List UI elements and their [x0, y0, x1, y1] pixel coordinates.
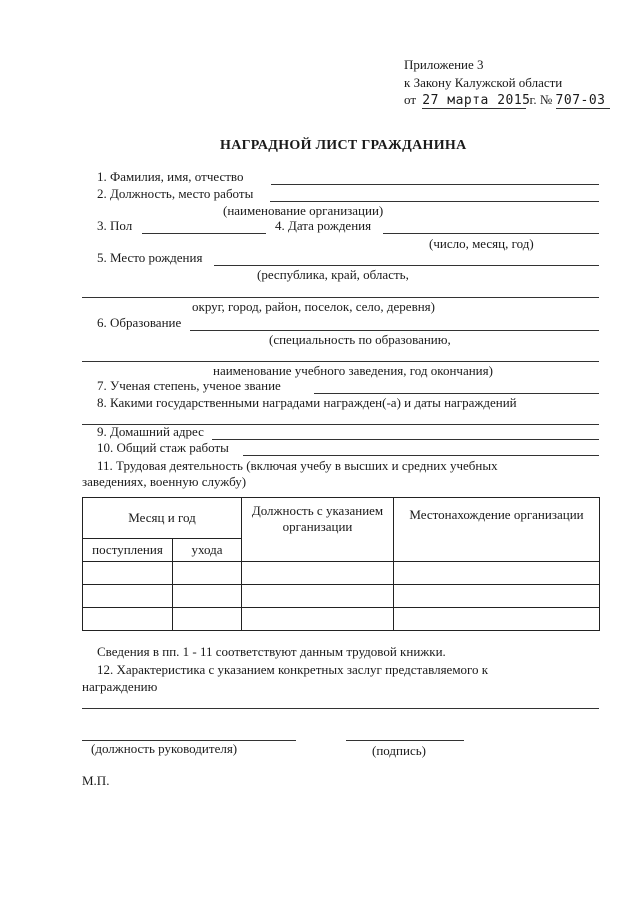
field-6-line-2[interactable]: [82, 361, 599, 362]
field-3-line[interactable]: [142, 233, 266, 234]
field-2-label: 2. Должность, место работы: [97, 186, 254, 201]
field-7-label: 7. Ученая степень, ученое звание: [97, 378, 281, 393]
head-position-hint: (должность руководителя): [91, 741, 238, 756]
header-month-year: Месяц и год: [83, 498, 242, 539]
field-5-hint-2: округ, город, район, поселок, село, деревня): [192, 299, 435, 314]
stamp-place: М.П.: [82, 773, 110, 788]
field-2-hint: (наименование организации): [223, 203, 384, 218]
field-12-line[interactable]: [82, 708, 599, 709]
field-5-line[interactable]: [214, 265, 599, 266]
number-label: №: [539, 92, 553, 107]
field-5-label: 5. Место рождения: [97, 250, 203, 265]
field-1-label: 1. Фамилия, имя, отчество: [97, 169, 244, 184]
field-12-label-1: 12. Характеристика с указанием конкретных заслуг представляемого к: [97, 662, 489, 677]
field-6-label: 6. Образование: [97, 315, 182, 330]
field-11-label-1: 11. Трудовая деятельность (включая учебу в высших и средних учебных: [97, 458, 498, 473]
field-7-line[interactable]: [314, 393, 599, 394]
field-12-label-2: награждению: [82, 679, 158, 694]
field-10-line[interactable]: [243, 455, 599, 456]
law-number: 707-03: [556, 93, 610, 109]
field-6-hint-2: наименование учебного заведения, год окончания): [213, 363, 493, 378]
appendix-law: к Закону Калужской области: [404, 75, 563, 90]
field-2-line[interactable]: [270, 201, 599, 202]
law-date: 27 марта 2015: [422, 93, 531, 108]
field-4-label: 4. Дата рождения: [275, 218, 372, 233]
field-5-line-2[interactable]: [82, 297, 599, 298]
field-9-label: 9. Домашний адрес: [97, 424, 204, 439]
field-4-hint: (число, месяц, год): [429, 236, 534, 251]
field-10-label: 10. Общий стаж работы: [97, 440, 229, 455]
field-6-hint-1: (специальность по образованию,: [269, 332, 451, 347]
signature-line[interactable]: [346, 740, 464, 741]
field-3-label: 3. Пол: [97, 218, 133, 233]
table-row[interactable]: [83, 608, 600, 631]
appendix-number: Приложение 3: [404, 57, 484, 72]
header-position: Должность с указанием организации: [242, 498, 394, 562]
header-entry: поступления: [83, 539, 173, 562]
appendix-date-row: [404, 92, 610, 109]
table-row[interactable]: [83, 585, 600, 608]
header-location: Местонахождение организации: [394, 498, 600, 562]
from-label: от: [404, 92, 417, 107]
field-11-label-2: заведениях, военную службу): [82, 474, 247, 489]
field-6-line[interactable]: [190, 330, 599, 331]
field-4-line[interactable]: [383, 233, 599, 234]
field-9-line[interactable]: [212, 439, 599, 440]
field-8-label: 8. Какими государственными наградами награжден(-а) и даты награждений: [97, 395, 517, 410]
employment-table: [82, 497, 600, 631]
field-1-line[interactable]: [271, 184, 599, 185]
table-row[interactable]: [83, 562, 600, 585]
signature-hint: (подпись): [372, 743, 426, 758]
field-5-hint-1: (республика, край, область,: [257, 267, 409, 282]
header-exit: ухода: [173, 539, 242, 562]
document-title: НАГРАДНОЙ ЛИСТ ГРАЖДАНИНА: [220, 138, 467, 153]
records-note: Сведения в пп. 1 - 11 соответствуют данным трудовой книжки.: [97, 644, 446, 659]
year-suffix: г.: [529, 92, 537, 107]
